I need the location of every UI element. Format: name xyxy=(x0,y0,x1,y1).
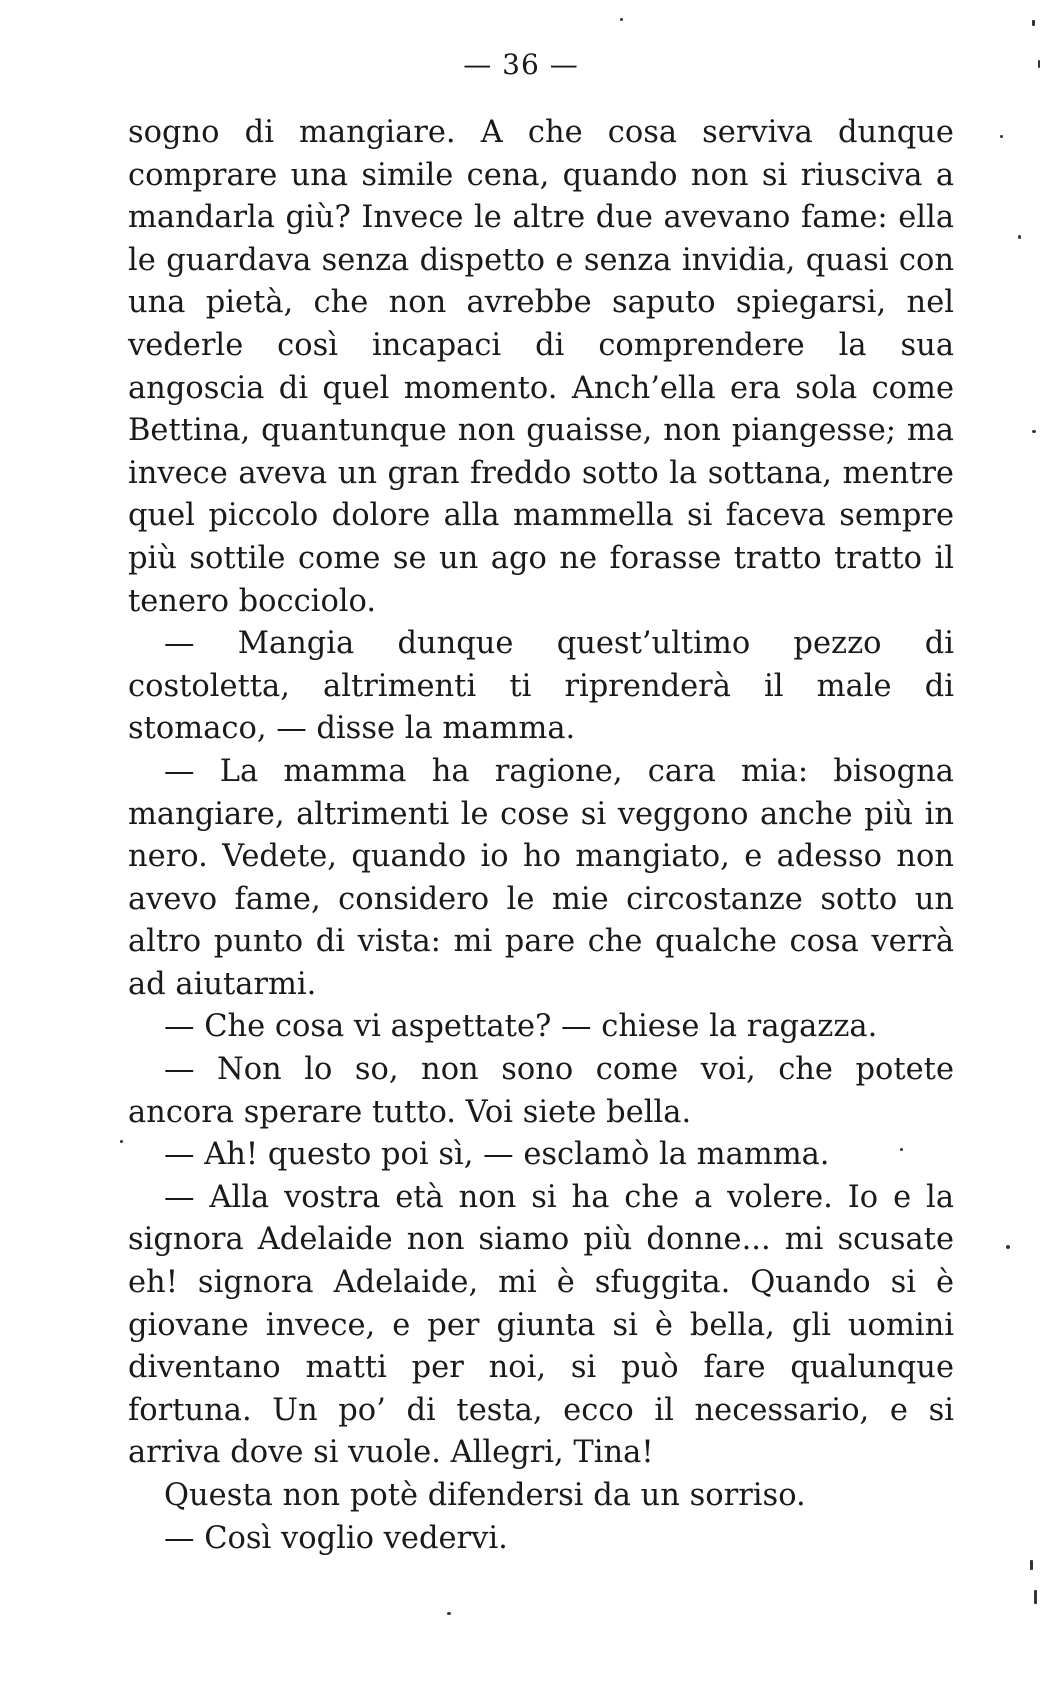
paragraph: — Non lo so, non sono come voi, che potete ancora sperare tutto. Voi siete bella. xyxy=(128,1052,954,1130)
scan-speck xyxy=(1038,60,1040,68)
paragraph: sogno di mangiare. A che cosa serviva dunque comprare una simile cena, quando non si riusciva a mandarla giù? Invece le altre due avevano fame: ella le guardava senza dispetto e senza invidia, quasi con una pietà, che non avrebbe saputo spiegarsi, nel vederle così incapaci di comprendere la sua angoscia di quel momento. Anch’ella era sola come Bettina, quantunque non guaisse, non piangesse; ma invece aveva un gran freddo sotto la sottana, mentre quel piccolo dolore alla mammella si faceva sempre più sottile come se un ago ne forasse tratto tratto il tenero bocciolo. xyxy=(128,115,954,619)
scan-speck xyxy=(120,1140,123,1143)
scan-speck xyxy=(1032,430,1036,433)
body-text xyxy=(128,112,954,1560)
paragraph: — Ah! questo poi sì, — esclamò la mamma. xyxy=(164,1137,830,1173)
paragraph: — Così voglio vedervi. xyxy=(164,1520,508,1556)
scan-speck xyxy=(1000,135,1003,138)
scan-speck xyxy=(1018,235,1021,239)
page-number: — 36 — xyxy=(463,48,579,81)
scan-speck xyxy=(1030,1560,1033,1570)
scan-speck xyxy=(900,1148,903,1151)
paragraph: — La mamma ha ragione, cara mia: bisogna mangiare, altrimenti le cose si veggono anche più in nero. Vedete, quando io ho mangiato, e adesso non avevo fame, considero le mie circostanze sotto un altro punto di vista: mi pare che qualche cosa verrà ad aiutarmi. xyxy=(128,753,954,1002)
paragraph: — Che cosa vi aspettate? — chiese la ragazza. xyxy=(164,1009,878,1045)
scan-speck xyxy=(1034,1590,1037,1604)
paragraph: — Alla vostra età non si ha che a volere. Io e la signora Adelaide non siamo più donne... mi scusate eh! signora Adelaide, mi è sfuggita. Quando si è giovane invece, e per giunta si è bella, gli uomini diventano matti per noi, si può fare qualunque fortuna. Un po’ di testa, ecco il necessario, e si arriva dove si vuole. Allegri, Tina! xyxy=(128,1179,954,1471)
scan-speck xyxy=(447,1612,451,1615)
scan-speck xyxy=(620,18,623,21)
paragraph: Questa non potè difendersi da un sorriso. xyxy=(164,1478,806,1513)
scan-speck xyxy=(1032,20,1035,26)
paragraph: — Mangia dunque quest’ultimo pezzo di costoletta, altrimenti ti riprenderà il male di stomaco, — disse la mamma. xyxy=(128,626,954,747)
scan-speck xyxy=(1006,1245,1010,1249)
